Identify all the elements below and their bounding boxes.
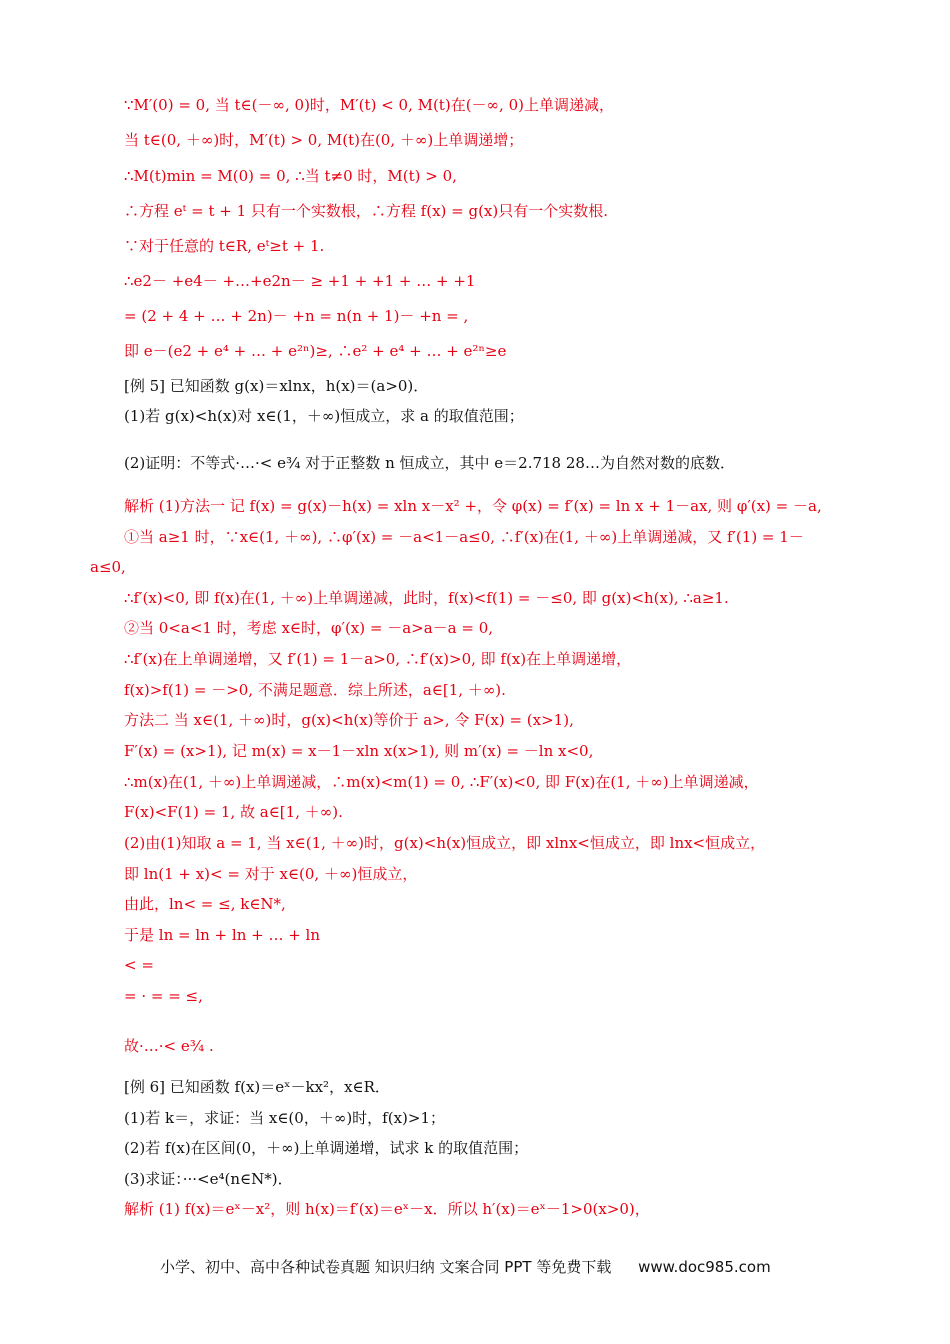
footer-url-link[interactable]: www.doc985.com [638,1258,771,1276]
solution-line: ②当 0<a<1 时，考虑 x∈时，φ′(x) = －a>a－a = 0, [124,619,494,637]
solution-line: 解析 (1) f(x)＝eˣ－x²，则 h(x)＝f′(x)＝eˣ－x．所以 h′(x)＝eˣ－1>0(x>0)， [124,1200,650,1218]
example-5-part-1: (1)若 g(x)<h(x)对 x∈(1，＋∞)恒成立，求 a 的取值范围； [124,407,524,425]
solution-line: = · = = ≤, [124,987,203,1005]
example-6-part-1: (1)若 k＝，求证：当 x∈(0，＋∞)时，f(x)>1； [124,1109,446,1127]
footer-text: 小学、初中、高中各种试卷真题 知识归纳 文案合同 PPT 等免费下载 [160,1258,612,1276]
solution-line: 解析 (1)方法一 记 f(x) = g(x)－h(x) = xln x－x² +，令 φ(x) = f′(x) = ln x + 1－ax, 则 φ′(x) = －a, [124,497,822,515]
text-line: ∴M(t)min = M(0) = 0, ∴当 t≠0 时，M(t) > 0, [124,167,457,185]
text-line: ∵对于任意的 t∈R, eᵗ≥t + 1. [124,237,325,255]
solution-line: ∴f′(x)<0, 即 f(x)在(1, ＋∞)上单调递减，此时，f(x)<f(1) = －≤0, 即 g(x)<h(x), ∴a≥1. [124,589,729,607]
solution-line: ∴m(x)在(1, ＋∞)上单调递减，∴m(x)<m(1) = 0, ∴F′(x)<0, 即 F(x)在(1, ＋∞)上单调递减， [124,773,759,791]
solution-line: ①当 a≥1 时，∵x∈(1, ＋∞), ∴φ′(x) = －a<1－a≤0, ∴f′(x)在(1, ＋∞)上单调递减，又 f′(1) = 1－ [124,528,804,546]
example-6-part-3: (3)求证：···<e⁴(n∈N*)． [124,1170,293,1188]
solution-line: F′(x) = (x>1), 记 m(x) = x－1－xln x(x>1), 则 m′(x) = －ln x<0, [124,742,594,760]
solution-line: f(x)>f(1) = －>0, 不满足题意．综上所述，a∈[1, ＋∞). [124,681,506,699]
solution-line: a≤0, [90,558,126,576]
solution-line: F(x)<F(1) = 1, 故 a∈[1, ＋∞). [124,803,343,821]
solution-line: 于是 ln = ln + ln + … + ln [124,926,321,944]
text-line: ∴e2－ +e4－ +…+e2n－ ≥ +1 + +1 + … + +1 [124,272,476,290]
solution-line: 由此，ln< = ≤, k∈N*, [124,895,286,913]
page-footer [160,1256,800,1277]
solution-line: (2)由(1)知取 a = 1, 当 x∈(1, ＋∞)时，g(x)<h(x)恒成立，即 xlnx<恒成立，即 lnx<恒成立， [124,834,766,852]
example-6-part-2: (2)若 f(x)在区间(0，＋∞)上单调递增，试求 k 的取值范围； [124,1139,529,1157]
text-line: 即 e－(e2 + e⁴ + … + e²ⁿ)≥, ∴e² + e⁴ + … + e²ⁿ≥e [124,342,507,360]
example-6-heading: [例 6] 已知函数 f(x)＝eˣ－kx²，x∈R． [124,1078,390,1096]
solution-line: 方法二 当 x∈(1, ＋∞)时，g(x)<h(x)等价于 a>, 令 F(x) = (x>1), [124,711,574,729]
solution-line: 即 ln(1 + x)< = 对于 x∈(0, ＋∞)恒成立， [124,865,418,883]
text-line: ∵M′(0) = 0, 当 t∈(－∞, 0)时，M′(t) < 0, M(t)在(－∞, 0)上单调递减， [124,96,614,114]
text-line: = (2 + 4 + … + 2n)－ +n = n(n + 1)－ +n = , [124,307,469,325]
example-5-part-2: (2)证明：不等式·…·< e¾ 对于正整数 n 恒成立，其中 e＝2.718 28…为自然对数的底数． [124,454,735,472]
example-5-heading: [例 5] 已知函数 g(x)＝xlnx，h(x)＝(a>0)． [124,377,429,395]
solution-line: ∴f′(x)在上单调递增，又 f′(1) = 1－a>0, ∴f′(x)>0, 即 f(x)在上单调递增， [124,650,632,668]
text-line: 当 t∈(0, ＋∞)时，M′(t) > 0, M(t)在(0, ＋∞)上单调递增； [124,131,524,149]
text-line: ∴方程 eᵗ = t + 1 只有一个实数根，∴方程 f(x) = g(x)只有一个实数根. [124,202,609,220]
solution-line: 故·…·< e¾ . [124,1037,214,1055]
solution-line: < = [124,956,154,974]
